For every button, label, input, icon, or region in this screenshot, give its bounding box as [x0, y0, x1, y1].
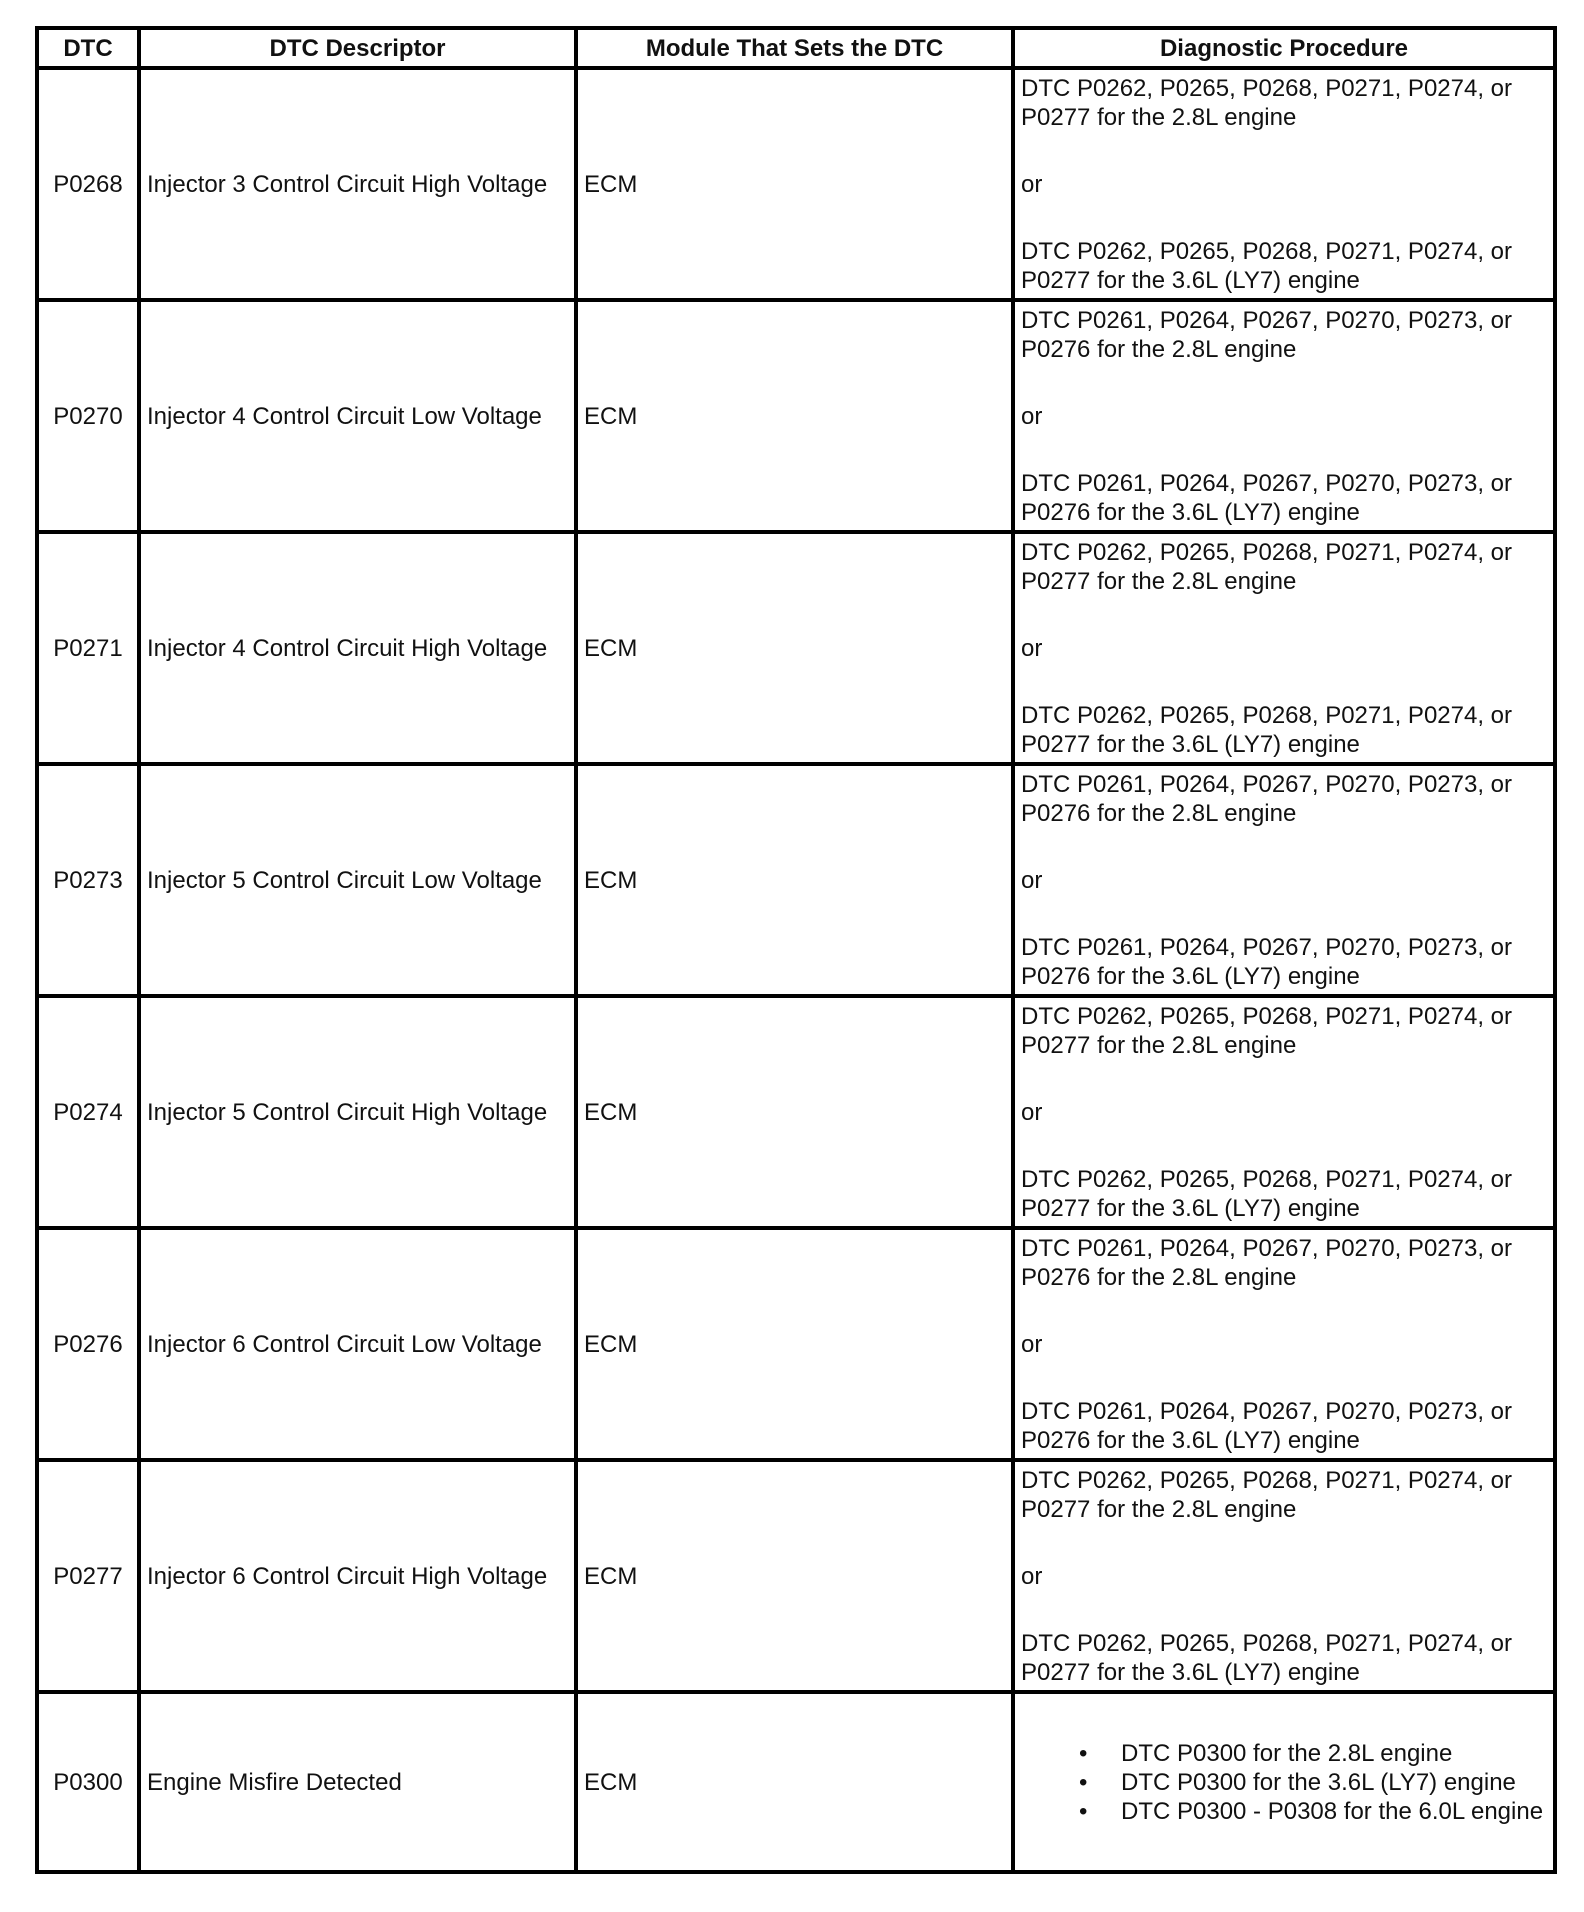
procedure-or: or — [1021, 634, 1043, 662]
table-row — [37, 1692, 1555, 1872]
dtc-code: P0268 — [37, 68, 139, 300]
dtc-module: ECM — [576, 996, 1013, 1228]
procedure-or: or — [1021, 1330, 1043, 1358]
diagnostic-procedure — [1013, 532, 1555, 764]
diagnostic-procedure — [1013, 300, 1555, 532]
dtc-descriptor: Injector 4 Control Circuit Low Voltage — [139, 300, 576, 532]
procedure-link-3-6l[interactable]: DTC P0262, P0265, P0268, P0271, P0274, or P0277 for the 3.6L (LY7) engine — [1021, 1629, 1513, 1686]
header-descriptor: DTC Descriptor — [139, 28, 576, 68]
table-row — [37, 1228, 1555, 1460]
dtc-code: P0270 — [37, 300, 139, 532]
diagnostic-procedure — [1013, 1460, 1555, 1692]
procedure-link-3-6l[interactable]: DTC P0262, P0265, P0268, P0271, P0274, or P0277 for the 3.6L (LY7) engine — [1021, 701, 1513, 758]
procedure-link-3-6l[interactable]: DTC P0261, P0264, P0267, P0270, P0273, or P0276 for the 3.6L (LY7) engine — [1021, 1397, 1513, 1454]
dtc-code: P0274 — [37, 996, 139, 1228]
diagnostic-procedure — [1013, 764, 1555, 996]
procedure-bullet-item[interactable]: • DTC P0300 for the 3.6L (LY7) engine — [1079, 1768, 1547, 1797]
procedure-link-2-8l[interactable]: DTC P0262, P0265, P0268, P0271, P0274, or P0277 for the 2.8L engine — [1021, 1002, 1513, 1059]
procedure-link-2-8l[interactable]: DTC P0262, P0265, P0268, P0271, P0274, or P0277 for the 2.8L engine — [1021, 538, 1513, 595]
procedure-link-3-6l[interactable]: DTC P0261, P0264, P0267, P0270, P0273, or P0276 for the 3.6L (LY7) engine — [1021, 469, 1513, 526]
diagnostic-procedure — [1013, 1228, 1555, 1460]
procedure-link-3-6l[interactable]: DTC P0262, P0265, P0268, P0271, P0274, or P0277 for the 3.6L (LY7) engine — [1021, 237, 1513, 294]
dtc-descriptor: Injector 5 Control Circuit High Voltage — [139, 996, 576, 1228]
diagnostic-procedure — [1013, 68, 1555, 300]
table-row — [37, 68, 1555, 300]
table-row — [37, 764, 1555, 996]
dtc-code: P0277 — [37, 1460, 139, 1692]
dtc-descriptor: Injector 6 Control Circuit High Voltage — [139, 1460, 576, 1692]
diagnostic-procedure — [1013, 1692, 1555, 1872]
procedure-link-3-6l[interactable]: DTC P0261, P0264, P0267, P0270, P0273, or P0276 for the 3.6L (LY7) engine — [1021, 933, 1513, 990]
procedure-link-2-8l[interactable]: DTC P0262, P0265, P0268, P0271, P0274, or P0277 for the 2.8L engine — [1021, 74, 1513, 131]
procedure-bullet-list — [1021, 1739, 1547, 1826]
procedure-or: or — [1021, 866, 1043, 894]
dtc-module: ECM — [576, 1460, 1013, 1692]
procedure-link-2-8l[interactable]: DTC P0261, P0264, P0267, P0270, P0273, or P0276 for the 2.8L engine — [1021, 306, 1513, 363]
header-dtc: DTC — [37, 28, 139, 68]
table-row — [37, 1460, 1555, 1692]
procedure-or: or — [1021, 1098, 1043, 1126]
table-row — [37, 996, 1555, 1228]
dtc-module: ECM — [576, 1228, 1013, 1460]
header-module: Module That Sets the DTC — [576, 28, 1013, 68]
dtc-module: ECM — [576, 764, 1013, 996]
dtc-module: ECM — [576, 532, 1013, 764]
procedure-link-3-6l[interactable]: DTC P0262, P0265, P0268, P0271, P0274, or P0277 for the 3.6L (LY7) engine — [1021, 1165, 1513, 1222]
dtc-descriptor: Injector 4 Control Circuit High Voltage — [139, 532, 576, 764]
dtc-module: ECM — [576, 68, 1013, 300]
header-procedure: Diagnostic Procedure — [1013, 28, 1555, 68]
dtc-code: P0271 — [37, 532, 139, 764]
dtc-module: ECM — [576, 300, 1013, 532]
dtc-module: ECM — [576, 1692, 1013, 1872]
dtc-table — [35, 26, 1557, 1874]
procedure-link-2-8l[interactable]: DTC P0262, P0265, P0268, P0271, P0274, or P0277 for the 2.8L engine — [1021, 1466, 1513, 1523]
dtc-descriptor: Injector 6 Control Circuit Low Voltage — [139, 1228, 576, 1460]
procedure-link-2-8l[interactable]: DTC P0261, P0264, P0267, P0270, P0273, or P0276 for the 2.8L engine — [1021, 1234, 1513, 1291]
dtc-descriptor: Injector 3 Control Circuit High Voltage — [139, 68, 576, 300]
diagnostic-procedure — [1013, 996, 1555, 1228]
procedure-or: or — [1021, 170, 1043, 198]
dtc-code: P0273 — [37, 764, 139, 996]
dtc-descriptor: Engine Misfire Detected — [139, 1692, 576, 1872]
dtc-code: P0276 — [37, 1228, 139, 1460]
procedure-bullet-item[interactable]: • DTC P0300 - P0308 for the 6.0L engine — [1079, 1797, 1547, 1826]
header-row — [37, 28, 1555, 68]
dtc-code: P0300 — [37, 1692, 139, 1872]
procedure-bullet-item[interactable]: • DTC P0300 for the 2.8L engine — [1079, 1739, 1547, 1768]
procedure-link-2-8l[interactable]: DTC P0261, P0264, P0267, P0270, P0273, or P0276 for the 2.8L engine — [1021, 770, 1513, 827]
dtc-descriptor: Injector 5 Control Circuit Low Voltage — [139, 764, 576, 996]
procedure-or: or — [1021, 402, 1043, 430]
table-row — [37, 532, 1555, 764]
procedure-or: or — [1021, 1562, 1043, 1590]
table-row — [37, 300, 1555, 532]
